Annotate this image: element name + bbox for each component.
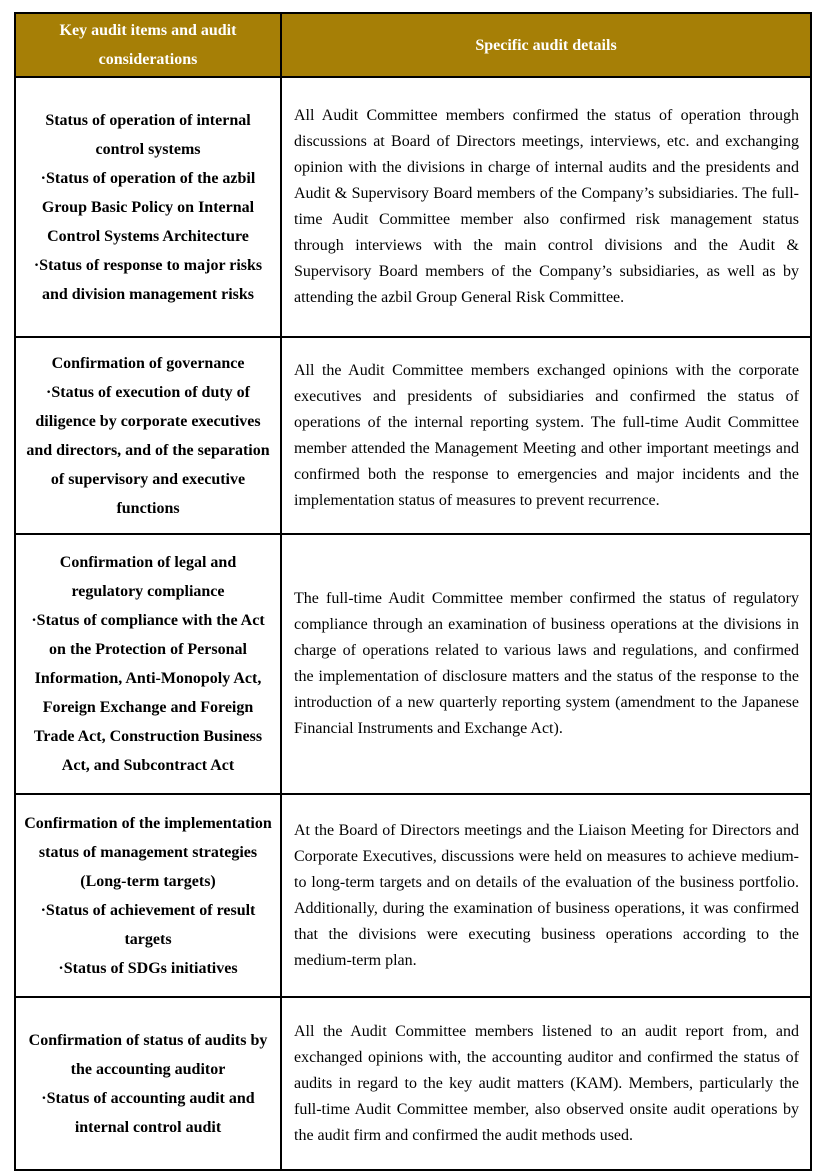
audit-item-bullet: ·Status of response to major risks and division management risks [33, 256, 263, 303]
audit-item-bullet: ·Status of SDGs initiatives [58, 959, 238, 977]
header-specific-audit-details: Specific audit details [281, 13, 811, 77]
row-1-items-cell [15, 77, 281, 337]
table-row [15, 337, 811, 534]
audit-item-bullet: ·Status of operation of the azbil Group Basic Policy on Internal Control Systems Architecture [40, 169, 256, 245]
row-2-details-cell: All the Audit Committee members exchanged opinions with the corporate executives and presidents of subsidiaries and confirmed the status of operations of the internal reporting system. The full-time Audit Committee member attended the Management Meeting and other important meetings and confirmed both the response to emergencies and major incidents and the implementation status of measures to prevent recurrence. [281, 337, 811, 534]
header-key-audit-items: Key audit items and audit considerations [15, 13, 281, 77]
header-row [15, 13, 811, 77]
audit-item-title: Status of operation of internal control systems [45, 111, 251, 158]
audit-item-title: Confirmation of status of audits by the accounting auditor [28, 1031, 268, 1078]
table-row [15, 794, 811, 997]
audit-item-title: Confirmation of the implementation status of management strategies (Long-term targets) [24, 814, 272, 890]
table-row [15, 997, 811, 1170]
audit-item-title: Confirmation of governance [51, 354, 245, 372]
audit-item-bullet: ·Status of execution of duty of diligence by corporate executives and directors, and of the separation of supervisory and executive functions [26, 383, 270, 517]
row-5-items-cell [15, 997, 281, 1170]
audit-item-bullet: ·Status of compliance with the Act on the Protection of Personal Information, Anti-Monopoly Act, Foreign Exchange and Foreign Trade Act, Construction Business Act, and Subcontract Act [31, 612, 265, 774]
row-4-details-cell: At the Board of Directors meetings and the Liaison Meeting for Directors and Corporate Executives, discussions were held on measures to achieve medium- to long-term targets and on details of the evaluation of the business portfolio. Additionally, during the examination of business operations, it was confirmed that the divisions were executing business operations according to the medium-term plan. [281, 794, 811, 997]
audit-item-title: Confirmation of legal and regulatory compliance [59, 554, 237, 600]
audit-item-bullet: ·Status of achievement of result targets [40, 901, 256, 948]
row-5-details-cell: All the Audit Committee members listened to an audit report from, and exchanged opinions with, the accounting auditor and confirmed the status of audits in regard to the key audit matters (KAM). Members, particularly the full-time Audit Committee member, also observed onsite audit operations by the audit firm and confirmed the audit methods used. [281, 997, 811, 1170]
table-row [15, 77, 811, 337]
row-3-details-cell: The full-time Audit Committee member confirmed the status of regulatory compliance through an examination of business operations at the divisions in charge of operations related to various laws and regulations, and confirmed the implementation of disclosure matters and the status of the response to the introduction of a new quarterly reporting system (amendment to the Japanese Financial Instruments and Exchange Act). [281, 534, 811, 794]
row-3-items-cell [15, 534, 281, 794]
audit-summary-table [14, 12, 812, 1171]
row-4-items-cell [15, 794, 281, 997]
row-2-items-cell [15, 337, 281, 534]
audit-item-bullet: ·Status of accounting audit and internal control audit [41, 1089, 255, 1136]
table-row [15, 534, 811, 794]
row-1-details-cell: All Audit Committee members confirmed the status of operation through discussions at Board of Directors meetings, interviews, etc. and exchanging opinion with the divisions in charge of internal audits and the presidents and Audit & Supervisory Board members of the Company’s subsidiaries. The full-time Audit Committee member also confirmed risk management status through interviews with the main control divisions and the Audit & Supervisory Board members of the Company’s subsidiaries, as well as by attending the azbil Group General Risk Committee. [281, 77, 811, 337]
